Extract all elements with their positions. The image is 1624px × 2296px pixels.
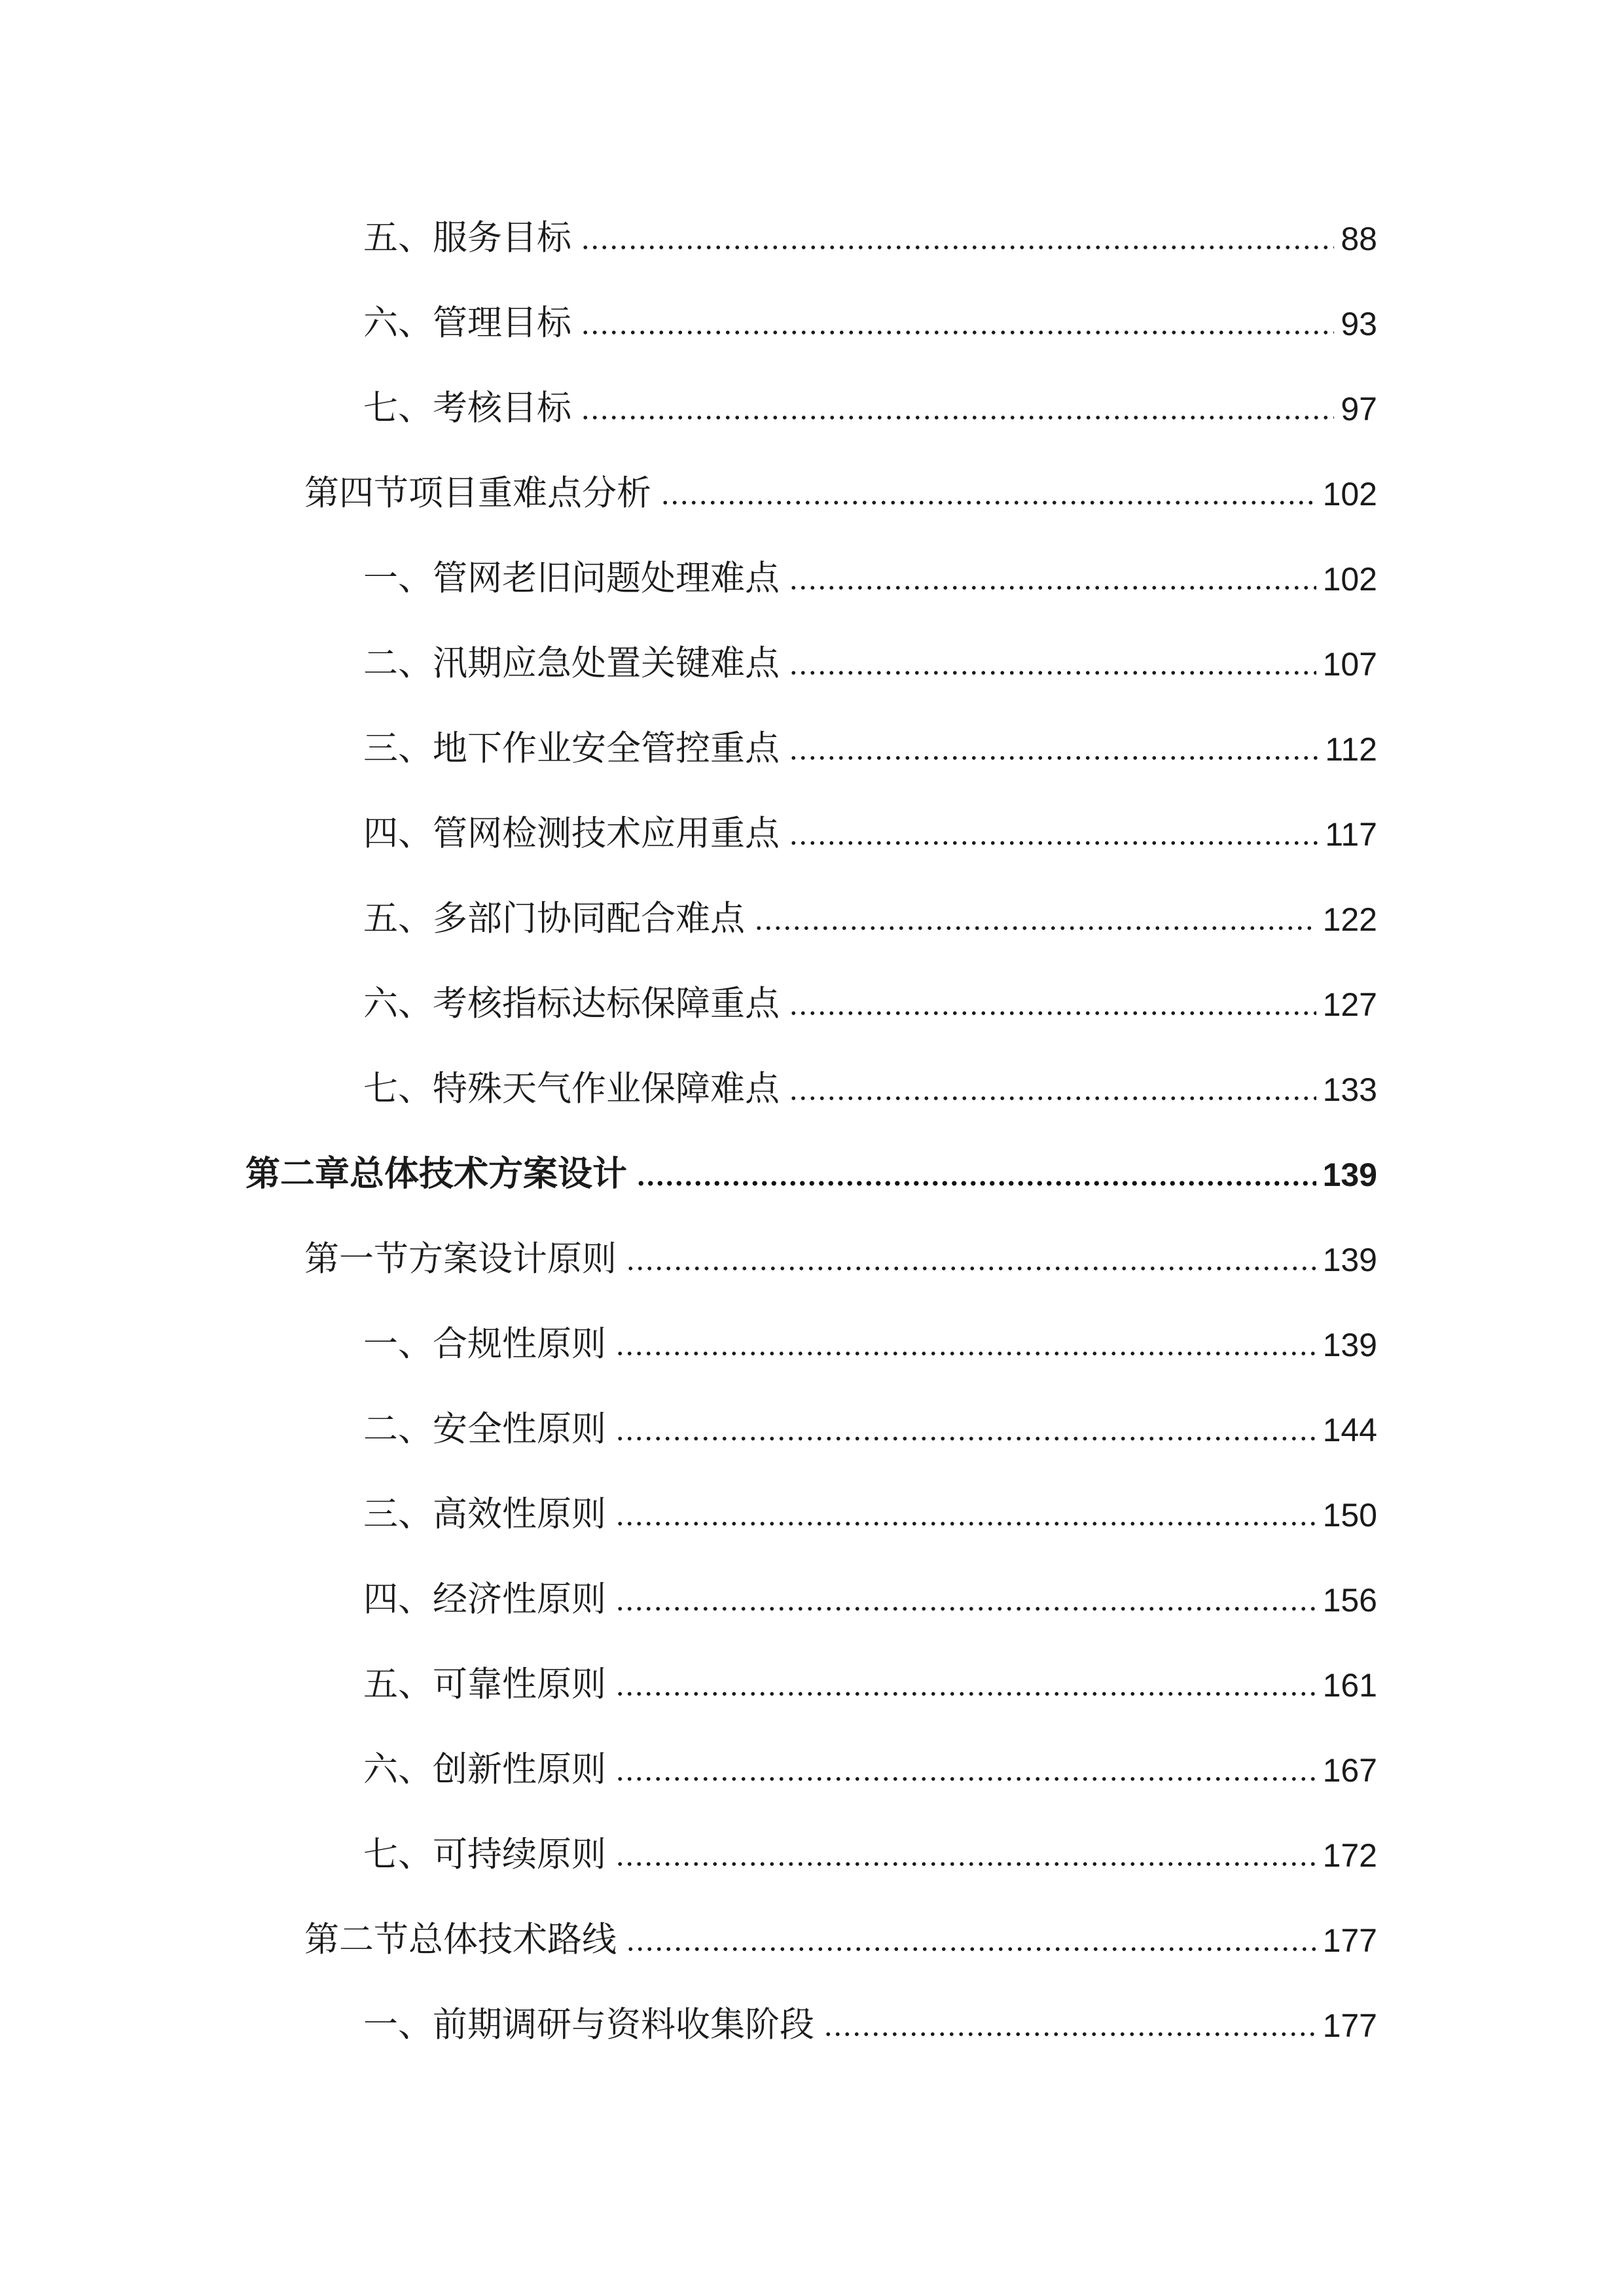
dot-leader — [789, 581, 1316, 594]
toc-entry[interactable] — [363, 1054, 1377, 1113]
dot-leader — [626, 1262, 1316, 1275]
toc-entry-page: 139 — [1322, 1327, 1377, 1363]
dot-leader — [581, 241, 1334, 254]
dot-leader — [615, 1602, 1316, 1615]
toc-entry-title: 六、管理目标 — [363, 303, 571, 343]
toc-entry-page: 93 — [1341, 306, 1377, 342]
toc-entry-page: 102 — [1322, 476, 1377, 512]
toc-entry-page: 144 — [1322, 1412, 1377, 1448]
toc-entry-title: 七、可持续原则 — [363, 1835, 606, 1874]
toc-entry[interactable] — [363, 628, 1377, 687]
dot-leader — [754, 922, 1316, 935]
toc-entry-title: 五、服务目标 — [363, 218, 571, 258]
toc-entry-page: 112 — [1325, 731, 1377, 768]
toc-entry-title: 第四节项目重难点分析 — [304, 473, 651, 513]
toc-entry-title: 二、安全性原则 — [363, 1409, 606, 1449]
toc-entry-page: 107 — [1322, 646, 1377, 683]
toc-entry[interactable] — [363, 1309, 1377, 1368]
toc-entry[interactable] — [363, 1990, 1377, 2049]
toc-entry-title: 一、前期调研与资料收集阶段 — [363, 2005, 814, 2045]
toc-entry[interactable] — [363, 1734, 1377, 1793]
toc-entry[interactable] — [304, 1905, 1377, 1964]
toc-entry-page: 127 — [1322, 986, 1377, 1023]
toc-entry-title: 三、高效性原则 — [363, 1494, 606, 1534]
toc-entry-page: 161 — [1322, 1667, 1377, 1704]
toc-entry-title: 一、管网老旧问题处理难点 — [363, 558, 780, 598]
dot-leader — [615, 1517, 1316, 1530]
toc-entry-page: 139 — [1322, 1157, 1377, 1193]
toc-entry-title: 四、管网检测技术应用重点 — [363, 814, 780, 853]
dot-leader — [615, 1772, 1316, 1785]
toc-entry-title: 五、多部门协同配合难点 — [363, 899, 745, 939]
dot-leader — [581, 326, 1334, 339]
toc-entry-title: 三、地下作业安全管控重点 — [363, 728, 780, 768]
toc-entry-page: 102 — [1322, 561, 1377, 598]
dot-leader — [789, 836, 1318, 850]
toc-entry[interactable] — [363, 798, 1377, 857]
dot-leader — [636, 1177, 1316, 1190]
toc-entry-title: 六、创新性原则 — [363, 1749, 606, 1789]
toc-entry-page: 88 — [1341, 221, 1377, 257]
toc-entry-title: 第二章总体技术方案设计 — [245, 1154, 627, 1194]
dot-leader — [789, 1092, 1316, 1105]
toc-entry-title: 第二节总体技术路线 — [304, 1920, 617, 1960]
toc-entry-title: 五、可靠性原则 — [363, 1664, 606, 1704]
toc-entry-title: 第一节方案设计原则 — [304, 1239, 617, 1279]
dot-leader — [789, 1007, 1316, 1020]
dot-leader — [626, 1943, 1316, 1956]
dot-leader — [789, 666, 1316, 679]
dot-leader — [615, 1347, 1316, 1360]
toc-entry-title: 六、考核指标达标保障重点 — [363, 984, 780, 1024]
toc-entry-title: 四、经济性原则 — [363, 1579, 606, 1619]
toc-entry[interactable] — [363, 543, 1377, 602]
toc-entry[interactable] — [363, 1479, 1377, 1538]
dot-leader — [823, 2028, 1316, 2041]
toc-entry-page: 150 — [1322, 1497, 1377, 1534]
toc-entry[interactable] — [304, 458, 1377, 517]
dot-leader — [615, 1857, 1316, 1871]
toc-entry-page: 97 — [1341, 391, 1377, 427]
toc-entry[interactable] — [363, 373, 1377, 432]
toc-entry[interactable] — [363, 884, 1377, 942]
dot-leader — [615, 1687, 1316, 1700]
toc-entry-page: 139 — [1322, 1242, 1377, 1278]
toc-entry-page: 117 — [1325, 816, 1377, 853]
toc-entry[interactable] — [363, 969, 1377, 1028]
toc-entry[interactable] — [363, 1649, 1377, 1708]
toc-entry[interactable] — [304, 1224, 1377, 1283]
dot-leader — [660, 496, 1316, 509]
toc-entry[interactable] — [363, 1820, 1377, 1878]
toc-entry-title: 一、合规性原则 — [363, 1324, 606, 1364]
toc-entry-page: 172 — [1322, 1837, 1377, 1874]
toc-entry-title: 七、考核目标 — [363, 388, 571, 428]
toc-entry-page: 133 — [1322, 1071, 1377, 1108]
toc-entry[interactable] — [363, 203, 1377, 262]
dot-leader — [789, 751, 1318, 764]
toc-entry-page: 122 — [1322, 901, 1377, 938]
toc-entry-title: 七、特殊天气作业保障难点 — [363, 1069, 780, 1109]
toc-entry[interactable] — [363, 288, 1377, 347]
toc-entry[interactable] — [363, 1394, 1377, 1453]
toc-entry[interactable] — [363, 1564, 1377, 1623]
toc-entry-page: 177 — [1322, 2007, 1377, 2044]
dot-leader — [581, 411, 1334, 424]
toc-entry-title: 二、汛期应急处置关键难点 — [363, 643, 780, 683]
toc-chapter-entry[interactable] — [245, 1139, 1377, 1198]
dot-leader — [615, 1432, 1316, 1445]
toc-entry-page: 167 — [1322, 1752, 1377, 1789]
toc-entry[interactable] — [363, 713, 1377, 772]
toc-entry-page: 156 — [1322, 1582, 1377, 1619]
toc-entry-page: 177 — [1322, 1922, 1377, 1959]
